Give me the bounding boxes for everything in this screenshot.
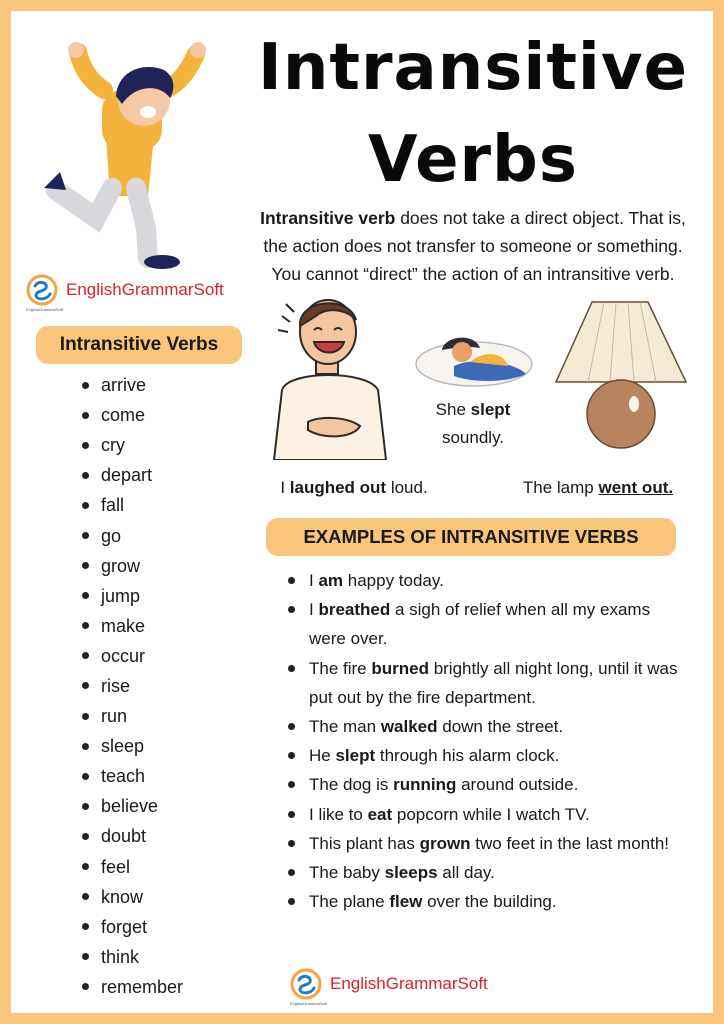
- bullet-icon: [82, 953, 89, 960]
- verb-text: sleep: [101, 736, 145, 757]
- examples-list: [288, 566, 688, 916]
- example-text: down the street.: [437, 717, 564, 737]
- verb-list-item: [82, 460, 183, 490]
- bullet-icon: [288, 869, 295, 876]
- bullet-icon: [82, 502, 89, 509]
- title-line-2: Verbs: [368, 123, 578, 197]
- bullet-icon: [82, 382, 89, 389]
- example-verb: breathed: [318, 600, 391, 620]
- caption-lamp-pre: The lamp: [522, 478, 599, 497]
- example-text: He: [309, 746, 336, 766]
- caption-laugh: [254, 474, 454, 502]
- bullet-icon: [288, 781, 295, 788]
- verb-list-item: [82, 671, 183, 701]
- example-item: [288, 712, 688, 741]
- brand-logo-icon: [26, 274, 58, 306]
- verb-list-item: [82, 852, 183, 882]
- example-text: I: [309, 571, 319, 590]
- example-item: [288, 829, 688, 858]
- verb-text: doubt: [101, 826, 147, 847]
- caption-sleep-pre: She: [435, 400, 471, 419]
- example-item: [288, 654, 688, 712]
- verb-list-item: [82, 430, 183, 460]
- example-item: [288, 800, 688, 829]
- example-verb: am: [318, 571, 344, 590]
- bullet-icon: [82, 833, 89, 840]
- brand-tagline: EnglishGrammarSoft: [26, 307, 64, 312]
- example-text: happy today.: [343, 571, 444, 590]
- verb-list-item: [82, 761, 183, 791]
- bullet-icon: [82, 743, 89, 750]
- verb-text: make: [101, 615, 146, 636]
- example-verb: eat: [367, 804, 393, 824]
- verb-text: go: [101, 525, 122, 546]
- intro-bold-term: Intransitive verb: [260, 208, 396, 228]
- lamp-illustration: [552, 296, 690, 450]
- verb-list-item: [82, 581, 183, 611]
- bullet-icon: [82, 532, 89, 539]
- bullet-icon: [82, 442, 89, 449]
- example-text: The dog is: [309, 775, 394, 795]
- verb-text: arrive: [101, 375, 147, 396]
- intro-paragraph: [250, 204, 696, 288]
- verbs-heading: Intransitive Verbs: [36, 326, 242, 364]
- bullet-icon: [82, 983, 89, 990]
- caption-laugh-post: loud.: [386, 478, 428, 497]
- verb-list-item: [82, 731, 183, 761]
- verb-list-item: [82, 821, 183, 851]
- laughing-man-illustration: [268, 290, 392, 460]
- example-text: The baby: [309, 863, 385, 883]
- example-item: [288, 595, 688, 653]
- bullet-icon: [82, 652, 89, 659]
- bullet-icon: [288, 577, 295, 584]
- bullet-icon: [82, 803, 89, 810]
- verb-text: grow: [101, 555, 141, 576]
- title-line-1: Intransitive: [258, 31, 688, 105]
- example-item: [288, 858, 688, 887]
- verb-text: jump: [101, 585, 141, 606]
- example-item: [288, 770, 688, 799]
- example-item: [288, 566, 688, 595]
- example-item: [288, 741, 688, 770]
- verb-list-item: [82, 641, 183, 671]
- bullet-icon: [82, 562, 89, 569]
- example-text: The man: [309, 717, 381, 737]
- verb-text: feel: [101, 856, 131, 877]
- verb-list-item: [82, 370, 183, 400]
- caption-laugh-pre: I: [280, 478, 290, 497]
- bullet-icon: [82, 923, 89, 930]
- verb-text: come: [101, 405, 146, 426]
- verb-list-item: [82, 912, 183, 942]
- verb-text: run: [101, 706, 128, 727]
- caption-lamp-verb: went out.: [598, 478, 674, 497]
- example-item: [288, 887, 688, 916]
- example-verb: burned: [371, 658, 429, 678]
- sleeping-girl-illustration: [414, 322, 538, 392]
- example-text: This plant has: [309, 833, 420, 853]
- bullet-icon: [82, 412, 89, 419]
- bullet-icon: [288, 840, 295, 847]
- example-verb: slept: [335, 746, 376, 766]
- verb-list-item: [82, 701, 183, 731]
- verb-text: think: [101, 946, 140, 967]
- bullet-icon: [82, 893, 89, 900]
- verb-list-item: [82, 551, 183, 581]
- bullet-icon: [82, 773, 89, 780]
- verb-list-item: [82, 400, 183, 430]
- brand-logo-bottom: [290, 968, 488, 1006]
- bullet-icon: [82, 682, 89, 689]
- brand-name: EnglishGrammarSoft: [330, 974, 488, 993]
- bullet-icon: [82, 622, 89, 629]
- example-text: two feet in the last month!: [470, 833, 670, 853]
- brand-logo-icon: [290, 968, 322, 1000]
- verb-text: know: [101, 886, 144, 907]
- verb-text: fall: [101, 495, 125, 516]
- verb-list: [82, 370, 183, 1002]
- bullet-icon: [288, 752, 295, 759]
- verb-text: depart: [101, 465, 153, 486]
- intro-text: does not take a direct object. That is, the action does not transfer to someone or something. You cannot “direct” the action of an intransitive verb.: [263, 208, 686, 284]
- brand-logo-top: [26, 274, 224, 312]
- verb-text: occur: [101, 645, 146, 666]
- example-text: popcorn while I watch TV.: [392, 804, 590, 824]
- caption-sleep: [412, 396, 534, 452]
- example-verb: flew: [389, 892, 423, 912]
- bullet-icon: [288, 665, 295, 672]
- jumping-boy-illustration: [36, 40, 222, 272]
- example-text: all day.: [437, 863, 495, 883]
- bullet-icon: [82, 863, 89, 870]
- caption-sleep-verb: slept: [470, 400, 511, 419]
- caption-laugh-verb: laughed out: [289, 478, 387, 497]
- example-text: a sigh of relief when all my exams were over.: [309, 600, 651, 649]
- verb-list-item: [82, 791, 183, 821]
- example-verb: grown: [419, 833, 471, 853]
- verb-text: believe: [101, 796, 159, 817]
- example-text: through his alarm clock.: [375, 746, 560, 766]
- example-verb: running: [393, 775, 457, 795]
- bullet-icon: [288, 723, 295, 730]
- example-text: I like to: [309, 804, 368, 824]
- example-text: The fire: [309, 658, 372, 678]
- verb-text: remember: [101, 976, 184, 997]
- verb-list-item: [82, 611, 183, 641]
- bullet-icon: [82, 472, 89, 479]
- example-text: around outside.: [456, 775, 579, 795]
- example-text: I: [309, 600, 319, 620]
- bullet-icon: [288, 898, 295, 905]
- caption-sleep-post: soundly.: [441, 428, 505, 447]
- example-text: The plane: [309, 892, 390, 912]
- examples-heading: EXAMPLES OF INTRANSITIVE VERBS: [266, 518, 676, 556]
- brand-tagline: EnglishGrammarSoft: [290, 1001, 328, 1006]
- brand-name: EnglishGrammarSoft: [66, 280, 224, 299]
- verb-text: rise: [101, 675, 131, 696]
- example-text: brightly all night long, until it was put out by the fire department.: [309, 658, 678, 707]
- verb-list-item: [82, 882, 183, 912]
- verb-text: teach: [101, 766, 146, 787]
- example-verb: walked: [380, 717, 438, 737]
- bullet-icon: [288, 811, 295, 818]
- example-text: over the building.: [422, 892, 557, 912]
- bullet-icon: [288, 606, 295, 613]
- verb-list-item: [82, 520, 183, 550]
- verb-list-item: [82, 972, 183, 1002]
- example-verb: sleeps: [384, 863, 438, 883]
- caption-lamp: [496, 474, 700, 502]
- bullet-icon: [82, 592, 89, 599]
- bullet-icon: [82, 713, 89, 720]
- verb-list-item: [82, 490, 183, 520]
- verb-list-item: [82, 942, 183, 972]
- verb-text: forget: [101, 916, 148, 937]
- verb-text: cry: [101, 435, 125, 456]
